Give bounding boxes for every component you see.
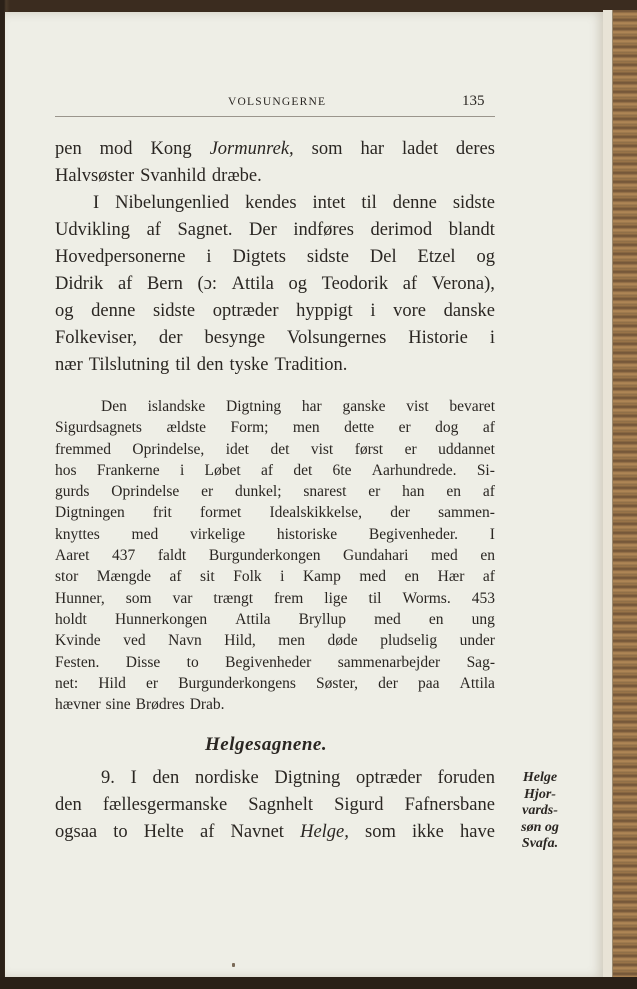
word: pludselig xyxy=(380,632,438,650)
word: er xyxy=(146,674,159,692)
word: Tilslutning xyxy=(88,355,170,375)
word: men xyxy=(278,632,305,650)
text-line xyxy=(55,298,495,325)
word: blandt xyxy=(448,220,495,240)
word: holdt xyxy=(55,610,87,628)
word: frit xyxy=(152,504,172,522)
word: Brødres xyxy=(135,696,185,714)
word: af xyxy=(260,461,274,479)
word: sammenarbejder xyxy=(337,653,441,671)
word: ikke xyxy=(412,822,444,842)
word: en xyxy=(404,568,420,586)
word: Digtningen xyxy=(55,504,125,522)
word: derimod xyxy=(370,220,433,240)
word: snarest xyxy=(303,483,347,501)
word: af xyxy=(117,274,133,294)
word: den xyxy=(55,795,82,815)
word: Tradition. xyxy=(274,355,348,375)
word: Frankerne xyxy=(96,461,160,479)
word: Helte xyxy=(143,822,184,842)
word: Begivenheder. xyxy=(368,525,459,543)
word: Nibelungenlied xyxy=(115,193,230,213)
word: Hær xyxy=(437,568,465,586)
word: hyppigt xyxy=(296,301,353,321)
word: knyttes xyxy=(55,525,100,543)
word: har xyxy=(360,139,385,159)
text-line xyxy=(55,566,495,587)
word: tyske xyxy=(229,355,269,375)
word: dræbe. xyxy=(211,166,262,186)
word: to xyxy=(186,653,199,671)
word: historiske xyxy=(276,525,338,543)
word: af xyxy=(169,568,182,586)
word: dunkel; xyxy=(235,483,282,501)
word: Burgunderkongens xyxy=(178,674,296,692)
word: intet xyxy=(312,193,346,213)
word: til xyxy=(368,589,382,607)
section-heading: Helgesagnene. xyxy=(205,734,328,755)
word: dette xyxy=(344,419,375,437)
word: Drab. xyxy=(189,696,225,714)
word: sine xyxy=(105,696,131,714)
word: (ɔ: xyxy=(197,274,218,294)
word: Form; xyxy=(230,419,269,437)
word: Kong xyxy=(150,139,192,159)
word: Sagnhelt xyxy=(248,795,314,815)
word: der xyxy=(158,328,183,348)
word: Volsungernes xyxy=(287,328,387,348)
word: af xyxy=(482,568,495,586)
word: Hild xyxy=(98,674,126,692)
word: Udvikling xyxy=(55,220,131,240)
word: net: xyxy=(55,674,79,692)
word: men xyxy=(292,419,320,437)
word: Verona), xyxy=(431,274,495,294)
word: ung xyxy=(471,610,495,628)
word: Mængde xyxy=(96,568,151,586)
word: Oprindelse, xyxy=(132,440,205,458)
word: fællesgermanske xyxy=(102,795,228,815)
word: Hild, xyxy=(224,632,256,650)
word: Del xyxy=(369,247,397,267)
text-line xyxy=(55,244,495,271)
word: Worms. xyxy=(402,589,451,607)
word: Digtning xyxy=(226,398,282,415)
word: Si- xyxy=(476,461,495,479)
word: Hunner, xyxy=(55,589,105,607)
word: kendes xyxy=(245,193,297,213)
word: paa xyxy=(418,674,440,692)
margin-note-line: Svafa. xyxy=(521,836,559,851)
text-line xyxy=(55,545,495,566)
word: Halvsøster xyxy=(55,166,135,186)
word: foruden xyxy=(437,768,495,788)
word: Digtning xyxy=(274,768,341,788)
word: Folk xyxy=(233,568,262,586)
word: ganske xyxy=(342,398,386,415)
word: med xyxy=(431,547,458,565)
paragraph-9 xyxy=(55,765,495,846)
word: der xyxy=(378,674,398,692)
word: Kamp xyxy=(302,568,341,586)
word: indføres xyxy=(293,220,354,240)
word: sit xyxy=(200,568,215,586)
word: har xyxy=(301,398,322,415)
word: Aarhundrede. xyxy=(371,461,457,479)
word: Attila xyxy=(231,274,274,294)
text-line xyxy=(55,417,495,438)
word: vist xyxy=(310,440,334,458)
word: den xyxy=(152,768,180,788)
word: Bern xyxy=(146,274,183,294)
text-line xyxy=(55,792,495,819)
word: nær xyxy=(55,355,83,375)
word: vore xyxy=(393,301,426,321)
running-title: VOLSUNGERNE xyxy=(228,96,327,108)
word: Løbet xyxy=(204,461,241,479)
word: sammen- xyxy=(438,504,495,522)
word: sidste xyxy=(306,247,349,267)
text-line xyxy=(55,396,495,417)
word: er xyxy=(398,419,411,437)
word: døde xyxy=(327,632,358,650)
word: trængt xyxy=(213,589,254,607)
word: I xyxy=(93,193,100,213)
text-line xyxy=(55,136,495,163)
word: 9. xyxy=(101,768,115,788)
word: Gundahari xyxy=(343,547,409,565)
word: en xyxy=(428,610,444,628)
text-line xyxy=(55,460,495,481)
word: Hovedpersonerne xyxy=(55,247,186,267)
word: af xyxy=(482,419,495,437)
word: Historie xyxy=(408,328,468,348)
margin-note xyxy=(510,770,570,853)
text-line xyxy=(55,502,495,523)
word: hævner xyxy=(55,696,101,714)
word: Attila xyxy=(235,610,271,628)
word: hos xyxy=(55,461,77,479)
word: han xyxy=(402,483,425,501)
word: optræder xyxy=(212,301,279,321)
bottom-binding xyxy=(0,977,637,989)
word: stor xyxy=(55,568,79,586)
word: er xyxy=(201,483,214,501)
margin-note-line: søn og xyxy=(521,819,559,835)
word: Helge, xyxy=(300,822,349,842)
word: to xyxy=(113,822,128,842)
word: besynge xyxy=(204,328,266,348)
word: Etzel xyxy=(417,247,456,267)
word: Navnet xyxy=(230,822,284,842)
word: i xyxy=(206,247,212,267)
word: deres xyxy=(455,139,495,159)
word: og xyxy=(55,301,74,321)
word: Der xyxy=(249,220,277,240)
word: Disse xyxy=(125,653,161,671)
word: sidste xyxy=(452,193,495,213)
word: idet xyxy=(225,440,249,458)
word: lige xyxy=(324,589,348,607)
word: I xyxy=(130,768,137,788)
word: faldt xyxy=(157,547,187,565)
word: er xyxy=(404,440,417,458)
word: af xyxy=(200,822,215,842)
text-line xyxy=(55,694,495,715)
word: dog xyxy=(435,419,459,437)
word: I xyxy=(489,525,495,543)
page-number: 135 xyxy=(462,93,485,109)
text-line xyxy=(55,271,495,298)
word: en xyxy=(480,547,495,565)
word: islandske xyxy=(147,398,206,415)
word: af xyxy=(146,220,161,240)
text-line xyxy=(55,190,495,217)
word: Sigurd xyxy=(334,795,384,815)
text-line xyxy=(55,673,495,694)
word: med xyxy=(374,610,401,628)
word: en xyxy=(446,483,462,501)
word: til xyxy=(361,193,377,213)
word: det xyxy=(293,461,313,479)
text-line xyxy=(55,765,495,792)
word: Idealskikkelse, xyxy=(269,504,363,522)
word: Sigurdsagnets xyxy=(55,419,142,437)
word: af xyxy=(482,483,495,501)
word: Didrik xyxy=(55,274,104,294)
word: Svanhild xyxy=(140,166,206,186)
word: Begivenheder xyxy=(225,653,312,671)
word: der xyxy=(390,504,410,522)
word: gurds xyxy=(55,483,90,501)
text-line xyxy=(55,163,495,190)
word: og xyxy=(288,274,307,294)
word: sidste xyxy=(152,301,196,321)
word: Festen. xyxy=(55,653,100,671)
text-line xyxy=(55,652,495,673)
word: danske xyxy=(443,301,495,321)
word: uddannet xyxy=(438,440,495,458)
word: Navn xyxy=(168,632,202,650)
word: i xyxy=(179,461,185,479)
word: pen xyxy=(55,139,82,159)
word: ved xyxy=(123,632,146,650)
word: 6te xyxy=(332,461,352,479)
word: frem xyxy=(274,589,304,607)
word: Teodorik xyxy=(321,274,389,294)
word: i xyxy=(489,328,495,348)
word: af xyxy=(402,274,418,294)
text-line xyxy=(55,588,495,609)
word: ladet xyxy=(402,139,438,159)
text-line xyxy=(55,352,495,379)
word: under xyxy=(459,632,495,650)
word: som xyxy=(125,589,152,607)
word: Sag- xyxy=(466,653,495,671)
word: først xyxy=(354,440,384,458)
word: Hunnerkongen xyxy=(114,610,208,628)
text-line xyxy=(55,325,495,352)
word: vist xyxy=(406,398,429,415)
paragraph-small-print xyxy=(55,396,495,715)
word: til xyxy=(175,355,191,375)
word: formet xyxy=(200,504,242,522)
word: optræder xyxy=(355,768,422,788)
text-line xyxy=(55,217,495,244)
header-rule xyxy=(55,116,495,117)
word: Attila xyxy=(459,674,495,692)
word: Kvinde xyxy=(55,632,101,650)
word: ældste xyxy=(166,419,207,437)
word: som xyxy=(311,139,343,159)
word: Aaret xyxy=(55,547,90,565)
word: Folkeviser, xyxy=(55,328,137,348)
word: den xyxy=(196,355,224,375)
text-line xyxy=(55,819,495,846)
text-line xyxy=(55,630,495,651)
word: mod xyxy=(99,139,133,159)
word: og xyxy=(476,247,495,267)
word: Oprindelse xyxy=(111,483,180,501)
page-edge-inner xyxy=(603,10,613,985)
word: Bryllup xyxy=(298,610,347,628)
word: det xyxy=(270,440,290,458)
word: 453 xyxy=(471,589,495,607)
word: med xyxy=(131,525,159,543)
word: bevaret xyxy=(449,398,495,415)
margin-note-line: vards- xyxy=(522,803,558,818)
text-line xyxy=(55,481,495,502)
word: med xyxy=(359,568,387,586)
text-line xyxy=(55,439,495,460)
word: nordiske xyxy=(194,768,259,788)
word: 437 xyxy=(112,547,136,565)
word: denne xyxy=(392,193,437,213)
word: Jormunrek, xyxy=(209,139,294,159)
paragraph-1 xyxy=(55,136,495,379)
margin-note-line: Hjor- xyxy=(524,786,556,802)
word: er xyxy=(368,483,381,501)
word: Burgunderkongen xyxy=(208,547,321,565)
word: var xyxy=(172,589,193,607)
word: virkelige xyxy=(190,525,246,543)
word: have xyxy=(460,822,495,842)
text-line xyxy=(55,609,495,630)
word: ogsaa xyxy=(55,822,98,842)
word: Fafnersbane xyxy=(404,795,495,815)
word: som xyxy=(365,822,396,842)
word: fremmed xyxy=(55,440,111,458)
word: denne xyxy=(91,301,136,321)
word: Den xyxy=(101,398,127,415)
text-line xyxy=(55,524,495,545)
word: i xyxy=(280,568,285,586)
word: Søster, xyxy=(315,674,358,692)
margin-note-line: Helge xyxy=(522,770,558,785)
printer-mark xyxy=(232,963,235,967)
word: Sagnet. xyxy=(177,220,233,240)
word: Digtets xyxy=(232,247,286,267)
word: i xyxy=(370,301,376,321)
